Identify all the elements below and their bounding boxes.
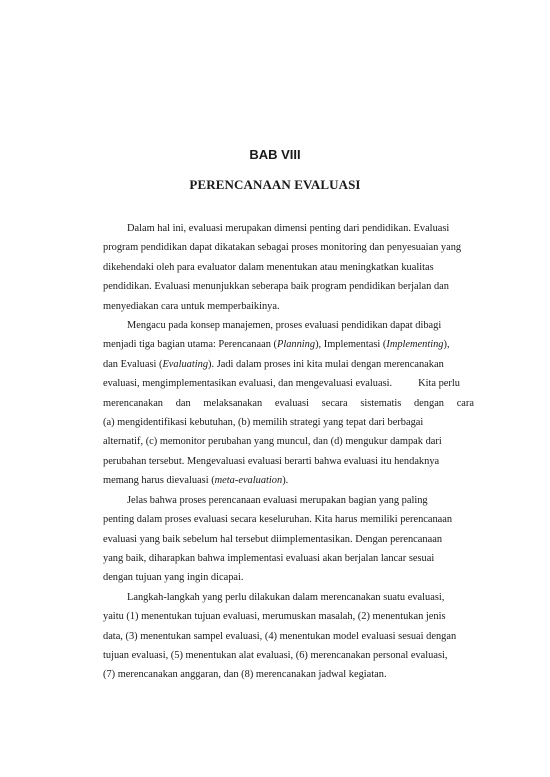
text-line: dan Evaluasi (Evaluating). Jadi dalam proses ini kita mulai dengan merencanakan: [103, 358, 444, 370]
text-line: memang harus dievaluasi (meta-evaluation).: [103, 475, 289, 487]
text-line: perubahan tersebut. Mengevaluasi evaluasi berarti bahwa evaluasi itu hendaknya: [103, 455, 440, 467]
text-line: merencanakan dan melaksanakan evaluasi secara sistematis dengan cara: [103, 397, 474, 409]
text-line: data, (3) menentukan sampel evaluasi, (4) menentukan model evaluasi sesuai dengan: [103, 630, 457, 642]
chapter-title: PERENCANAAN EVALUASI: [189, 177, 361, 192]
paragraph-2: [103, 316, 474, 491]
text-line: evaluasi yang baik sebelum hal tersebut diimplementasikan. Dengan perencanaan: [103, 533, 443, 545]
text-line: evaluasi, mengimplementasikan evaluasi, dan mengevaluasi evaluasi. Kita perlu: [103, 378, 460, 390]
paragraph-3: [103, 491, 474, 588]
term-planning: Planning: [276, 339, 316, 351]
text-line: yang baik, diharapkan bahwa implementasi evaluasi akan berjalan lancar sesuai: [103, 552, 435, 564]
text-line: program pendidikan dapat dikatakan sebagai proses monitoring dan penyesuaian yang: [103, 242, 462, 254]
text-line: menyediakan cara untuk memperbaikinya.: [103, 300, 280, 312]
term-evaluating: Evaluating: [162, 358, 209, 370]
body-text: [103, 219, 474, 685]
text-line: (a) mengidentifikasi kebutuhan, (b) memilih strategi yang tepat dari berbagai: [103, 417, 424, 429]
paragraph-1: [103, 219, 474, 316]
text-line: Dalam hal ini, evaluasi merupakan dimensi penting dari pendidikan. Evaluasi: [127, 223, 450, 234]
text-line: dikehendaki oleh para evaluator dalam menentukan atau meningkatkan kualitas: [103, 261, 434, 273]
paragraph-4: [103, 588, 474, 685]
text-line: alternatif, (c) memonitor perubahan yang muncul, dan (d) mengukur dampak dari: [103, 436, 442, 448]
text-line: dengan tujuan yang ingin dicapai.: [103, 572, 244, 584]
text-line: menjadi tiga bagian utama: Perencanaan (Planning), Implementasi (Implementing),: [103, 339, 450, 351]
chapter-heading: BAB VIII: [249, 147, 301, 162]
text-line: yaitu (1) menentukan tujuan evaluasi, merumuskan masalah, (2) menentukan jenis: [103, 611, 446, 623]
text-line: tujuan evaluasi, (5) menentukan alat evaluasi, (6) merencanakan personal evaluasi,: [103, 649, 448, 661]
text-line: Jelas bahwa proses perencanaan evaluasi merupakan bagian yang paling: [127, 494, 428, 506]
text-line: pendidikan. Evaluasi menunjukkan seberapa baik program pendidikan berjalan dan: [103, 281, 449, 293]
term-meta-evaluation: meta-evaluation: [214, 475, 283, 487]
text-line: (7) merencanakan anggaran, dan (8) merencanakan jadwal kegiatan.: [103, 669, 387, 681]
term-implementing: Implementing: [386, 339, 444, 351]
text-line: Langkah-langkah yang perlu dilakukan dalam merencanakan suatu evaluasi,: [127, 591, 445, 603]
text-line: penting dalam proses evaluasi secara keseluruhan. Kita harus memiliki perencanaan: [103, 514, 453, 526]
text-line: Mengacu pada konsep manajemen, proses evaluasi pendidikan dapat dibagi: [127, 320, 442, 332]
